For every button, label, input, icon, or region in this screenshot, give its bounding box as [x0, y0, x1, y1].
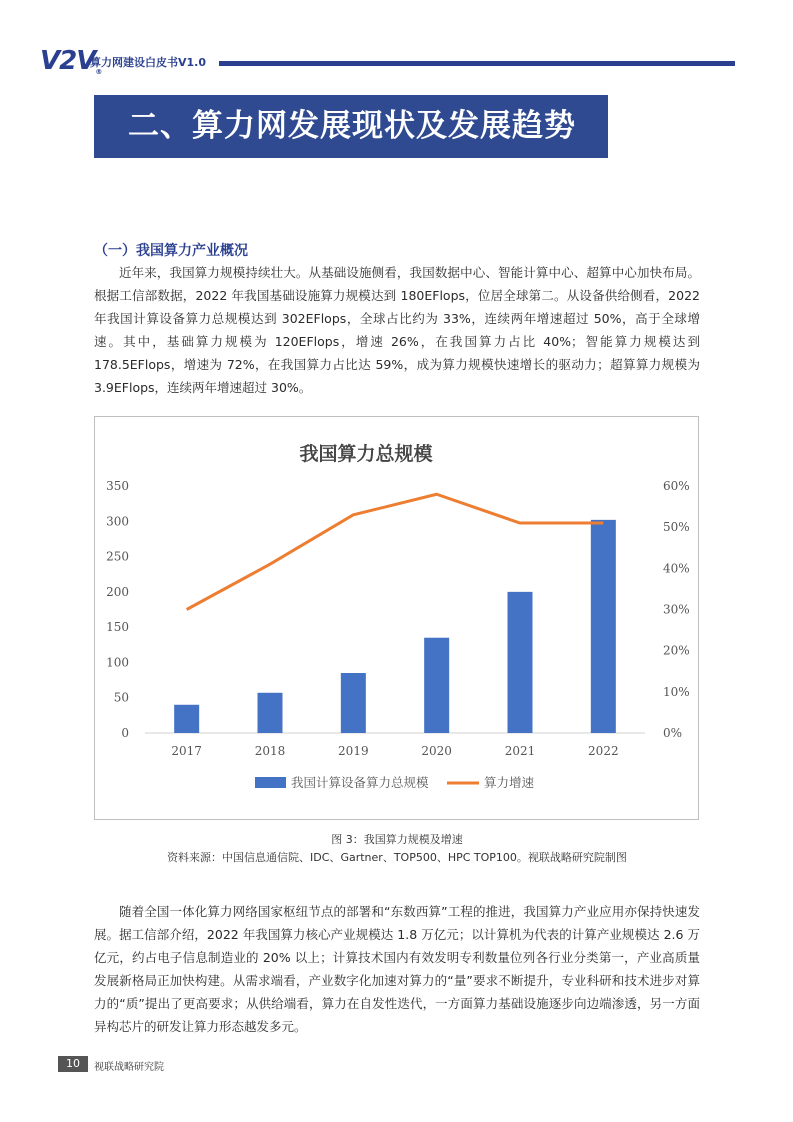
page-number: 10 — [58, 1056, 88, 1072]
y-right-tick-label: 10% — [663, 684, 690, 699]
figure-caption: 图 3：我国算力规模及增速 — [331, 833, 463, 846]
y-left-tick-label: 250 — [106, 549, 129, 564]
x-tick-label: 2019 — [338, 744, 369, 758]
bar-2018 — [258, 693, 283, 733]
y-right-tick-label: 0% — [663, 726, 683, 740]
y-right-tick-label: 50% — [663, 520, 690, 535]
y-left-tick-label: 300 — [106, 514, 129, 529]
section-heading: （一）我国算力产业概况 — [94, 243, 248, 259]
body-paragraph-1: 近年来，我国算力规模持续壮大。从基础设施侧看，我国数据中心、智能计算中心、超算中心加快布局。根据工信部数据，2022 年我国基础设施算力规模达到 180EFlops，位居全球第二。从设备供给侧看，2022 年我国计算设备算力总规模达到 302EFlops，全球占比约为 33%，连续两年增速超过 50%，高于全球增速。其中，基础算力规模为 120EFlops，增速 26%，在我国算力占比 40%；智能算力规模达到 178.5EFlops，增速为 72%，在我国算力占比达 59%，成为算力规模快速增长的驱动力；超算算力规模为 3.9EFlops，连续两年增速超过 30%。 — [94, 265, 700, 395]
legend-label-bar: 我国计算设备算力总规模 — [291, 775, 429, 790]
y-right-tick-label: 30% — [663, 602, 690, 617]
chart-title: 我国算力总规模 — [299, 443, 433, 465]
legend-swatch-bar — [255, 777, 286, 788]
body-paragraph-2: 随着全国一体化算力网络国家枢纽节点的部署和“东数西算”工程的推进，我国算力产业应用亦保持快速发展。据工信部介绍，2022 年我国算力核心产业规模达 1.8 万亿元；以计算机为代表的计算产业规模达 2.6 万亿元，约占电子信息制造业的 20% 以上；计算技术国内有效发明专利数量位列各行业分类第一，产业高质量发展新格局正加快构建。从需求端看，产业数字化加速对算力的“量”要求不断提升，专业科研和技术进步对算力的“质”提出了更高要求；从供给端看，算力在自发性迭代，一方面算力基础设施逐步向边端渗透，另一方面异构芯片的研发让算力形态越发多元。 — [94, 904, 700, 1034]
y-left-tick-label: 100 — [106, 655, 129, 670]
bar-2021 — [508, 592, 533, 733]
document-title: 算力网建设白皮书V1.0 — [90, 56, 206, 69]
bar-2017 — [174, 705, 199, 733]
compute-scale-chart — [95, 417, 700, 821]
y-right-tick-label: 40% — [663, 561, 690, 576]
logo-text: V2V — [40, 46, 96, 76]
bar-2020 — [424, 638, 449, 733]
x-tick-label: 2021 — [504, 744, 536, 758]
y-right-tick-label: 20% — [663, 643, 690, 658]
bar-2019 — [341, 673, 366, 733]
y-left-tick-label: 200 — [106, 584, 129, 599]
chapter-banner: 二、算力网发展现状及发展趋势 — [94, 95, 608, 158]
growth-rate-line — [187, 494, 604, 609]
footer-organization: 视联战略研究院 — [94, 1062, 164, 1073]
x-tick-label: 2022 — [588, 744, 619, 758]
legend-label-line: 算力增速 — [484, 775, 535, 790]
x-tick-label: 2020 — [421, 744, 452, 758]
x-tick-label: 2017 — [171, 744, 202, 758]
y-left-tick-label: 150 — [106, 620, 129, 635]
header-rule — [219, 61, 735, 66]
chart-frame — [94, 416, 699, 820]
y-left-tick-label: 50 — [113, 690, 129, 705]
y-left-tick-label: 0 — [121, 726, 129, 740]
x-tick-label: 2018 — [254, 744, 286, 758]
figure-source: 资料来源：中国信息通信院、IDC、Gartner、TOP500、HPC TOP100。视联战略研究院制图 — [167, 851, 627, 864]
logo-mark: ® — [95, 68, 102, 76]
bar-2022 — [591, 520, 616, 733]
y-left-tick-label: 350 — [106, 479, 129, 493]
y-right-tick-label: 60% — [663, 479, 690, 493]
